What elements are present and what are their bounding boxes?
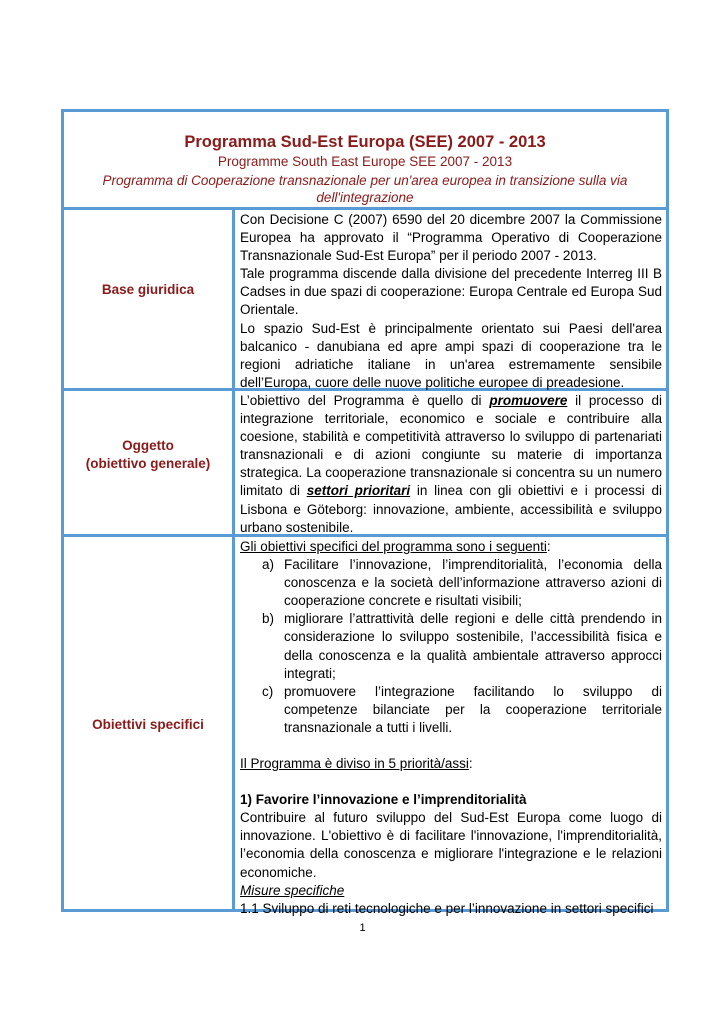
page-number: 1 [359,922,366,934]
base-paragraph-3: Lo spazio Sud-Est è principalmente orientato sui Paesi dell'area balcanico - danubiana ed apre ampi spazi di cooperazione tra le regioni adriatiche italiane in un'area estremamente sensibile dell’Europa, cuore delle nuove politiche europee di preadesione. [240,320,662,390]
assi-colon: : [468,756,473,772]
list-item-text: migliorare l’attrattività delle regioni e delle città prendendo in considerazione lo sviluppo sostenibile, l’accessibilità fisica e della conoscenza e la qualità ambientale attraverso approcci integrati; [284,611,662,681]
oggetto-emphasis-settori: settori prioritari [306,483,411,499]
oggetto-text-3: in linea con gli obiettivi e i processi di Lisbona e Göteborg: innovazione, ambiente, accessibilità e sviluppo urbano sostenibile. [240,483,662,535]
row-divider [64,207,666,210]
base-paragraph-2: Tale programma discende dalla divisione del precedente Interreg III B Cadses in due spazi di cooperazione: Europa Centrale ed Europa Sud Orientale. [240,266,662,318]
oggetto-text-1: L’obiettivo del Programma è quello di [240,393,490,408]
cell-oggetto [240,392,662,537]
list-item-text: promuovere l’integrazione facilitando lo sviluppo di competenze bilanciate per la cooperazione territoriale transnazionale a tutti i livelli. [284,683,662,735]
assi-line [240,755,662,773]
obiettivi-list [240,556,662,737]
oggetto-text-2: il processo di integrazione territoriale, economico e sociale e contribuire alla coesione, stabilità e competitività attraverso lo sviluppo di partenariati transnazionali e di azioni congiunte su materie di importanza strategica. La cooperazione transnazionale si concentra su un numero limitato di [240,393,662,499]
table-header [64,112,666,207]
program-title: Programma Sud-Est Europa (SEE) 2007 - 2013 [184,133,546,151]
oggetto-emphasis-promuovere: promuovere [489,393,568,408]
list-item [240,610,662,682]
list-item [240,683,662,737]
label-base-giuridica: Base giuridica [101,282,195,297]
list-item [240,556,662,610]
program-table [61,109,669,916]
priority-1-text: Contribuire al futuro sviluppo del Sud-Est Europa come luogo di innovazione. L'obiettivo è di facilitare l'innovazione, l'imprenditorialità, l’economia della conoscenza e migliorare l'integrazione e le relazioni economiche. [240,810,662,880]
label-oggetto-line2: (obiettivo generale) [85,456,211,471]
measure-1-1: 1.1 Sviluppo di reti tecnologiche e per l’innovazione in settori specifici [240,900,654,916]
cell-base-giuridica [240,211,662,392]
label-obiettivi-specifici: Obiettivi specifici [92,717,204,732]
misure-specifiche: Misure specifiche [240,882,345,898]
base-paragraph-1: Con Decisione C (2007) 6590 del 20 dicembre 2007 la Commissione Europea ha approvato il “Programma Operativo di Cooperazione Transnazionale Sud-Est Europa” per il periodo 2007 - 2013. [240,212,662,264]
obiettivi-intro-colon: : [546,539,551,554]
oggetto-paragraph [240,392,662,537]
program-subtitle: Programme South East Europe SEE 2007 - 2013 [217,154,513,169]
list-marker: c) [262,683,274,699]
list-marker: b) [262,611,275,627]
list-marker: a) [262,557,275,573]
label-oggetto-line1: Oggetto [122,438,174,453]
label-oggetto [64,437,232,473]
priority-1-title: 1) Favorire l’innovazione e l’imprenditorialità [240,792,527,808]
assi-text: Il Programma è diviso in 5 priorità/assi [240,756,469,772]
obiettivi-intro-text: Gli obiettivi specifici del programma sono i seguenti [240,539,547,554]
list-item-text: Facilitare l’innovazione, l’imprenditorialità, l’economia della conoscenza e la società dell’informazione attraverso azioni di cooperazione concrete e risultati visibili; [284,557,662,609]
column-divider [232,207,235,909]
cell-obiettivi-specifici [240,538,662,918]
obiettivi-intro [240,538,662,556]
program-tagline: Programma di Cooperazione transnazionale per un'area europea in transizione sulla via dell'integrazione [102,173,628,205]
